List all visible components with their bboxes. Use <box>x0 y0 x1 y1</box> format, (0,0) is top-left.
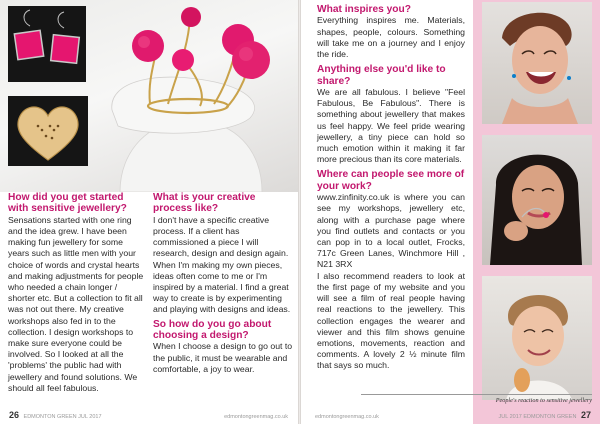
body-recommend: I also recommend readers to look at the first page of my website and you will see a film of real people having real reactions to the jewellery. This collection engages the wearer and viewer and this film shows genuine emotions, movements, reaction and comments. A lovely 2 ½ minute film that says so much. <box>317 270 465 371</box>
right-text-column <box>317 4 465 372</box>
body-inspires: Everything inspires me. Materials, shapes, people, colours. Something will take me on a journey and I enjoy the ride. <box>317 15 465 60</box>
heading-see-more: Where can people see more of your work? <box>317 169 465 192</box>
heading-creative-process: What is your creative process like? <box>153 192 256 215</box>
woman-biting-jewellery-photo <box>482 135 592 265</box>
body-sensitive-jewellery: Sensations started with one ring and the idea grew. I have been making fun jewellery for some years such as little men with your choice of words and crystal hearts and making adjustments for people who needed a chain longer / shorter etc. But a collection to fit all was not out there. My creative workshops also fed in to the collection. I design workshops to make sure everyone could be involved. So I looked at all the 'problems' the public had with jewellery and found solutions. We should all feel fabulous. <box>8 214 144 393</box>
page-number-left: 26 <box>9 410 20 420</box>
heading-inspires: What inspires you? <box>317 4 411 15</box>
issue-right: JUL 2017 <box>498 414 522 420</box>
heading-choosing-design: So how do you go about choosing a design? <box>153 318 272 342</box>
body-share: We are all fabulous. I believe "Feel Fabulous, Be Fabulous". There is something about jewellery that makes us feel happy. We feel pride wearing jewellery, a tiny piece can hold so much emotion within it making it far more precious than its core materials. <box>317 87 465 165</box>
gold-heart-pendant-photo <box>8 96 88 166</box>
page-number-right: 27 <box>580 410 591 420</box>
photo-caption: People's reaction to sensitive jewellery <box>495 397 592 404</box>
pink-pompom-ring-photo <box>0 0 298 192</box>
right-footer <box>499 410 595 420</box>
body-choosing-design: When I choose a design to go out to the public, it must be wearable and comfortable, a joy to wear. <box>153 341 293 374</box>
body-see-more: www.zinfinity.co.uk is where you can see my workshops, jewellery etc, along with a purchase page where you find outlets and contacts or you can pop in to a local outlet, Frocks, 717c Green Lanes, Winchmore Hill , N21 3RX <box>317 192 465 270</box>
magazine-name-left: EDMONTON GREEN <box>23 414 77 420</box>
woman-smiling-photo <box>482 276 592 400</box>
caption-rule <box>361 394 592 395</box>
pink-square-earrings-photo <box>8 6 86 82</box>
laughing-woman-photo <box>482 2 592 124</box>
right-footer-url <box>315 414 379 420</box>
right-page <box>301 0 600 424</box>
left-footer <box>6 410 102 420</box>
url-left: edmontongreenmag.co.uk <box>224 414 288 420</box>
left-page <box>0 0 298 424</box>
heading-sensitive-jewellery: How did you get started with sensitive jewellery? <box>8 192 127 215</box>
issue-left: JUL 2017 <box>78 414 102 420</box>
body-creative-process: I don't have a specific creative process. If a client has commissioned a piece I will research, design and design again. When I'm making my own pieces, ideas often come to me or I'm inspired by a material. I find a great way to create is by experimenting and playing with designs and ideas. <box>153 214 291 315</box>
column-2 <box>153 192 293 375</box>
left-footer-url <box>224 414 288 420</box>
magazine-name-right: EDMONTON GREEN <box>523 414 577 420</box>
url-right: edmontongreenmag.co.uk <box>315 414 379 420</box>
heading-share: Anything else you'd like to share? <box>317 64 446 87</box>
column-1 <box>8 192 145 394</box>
